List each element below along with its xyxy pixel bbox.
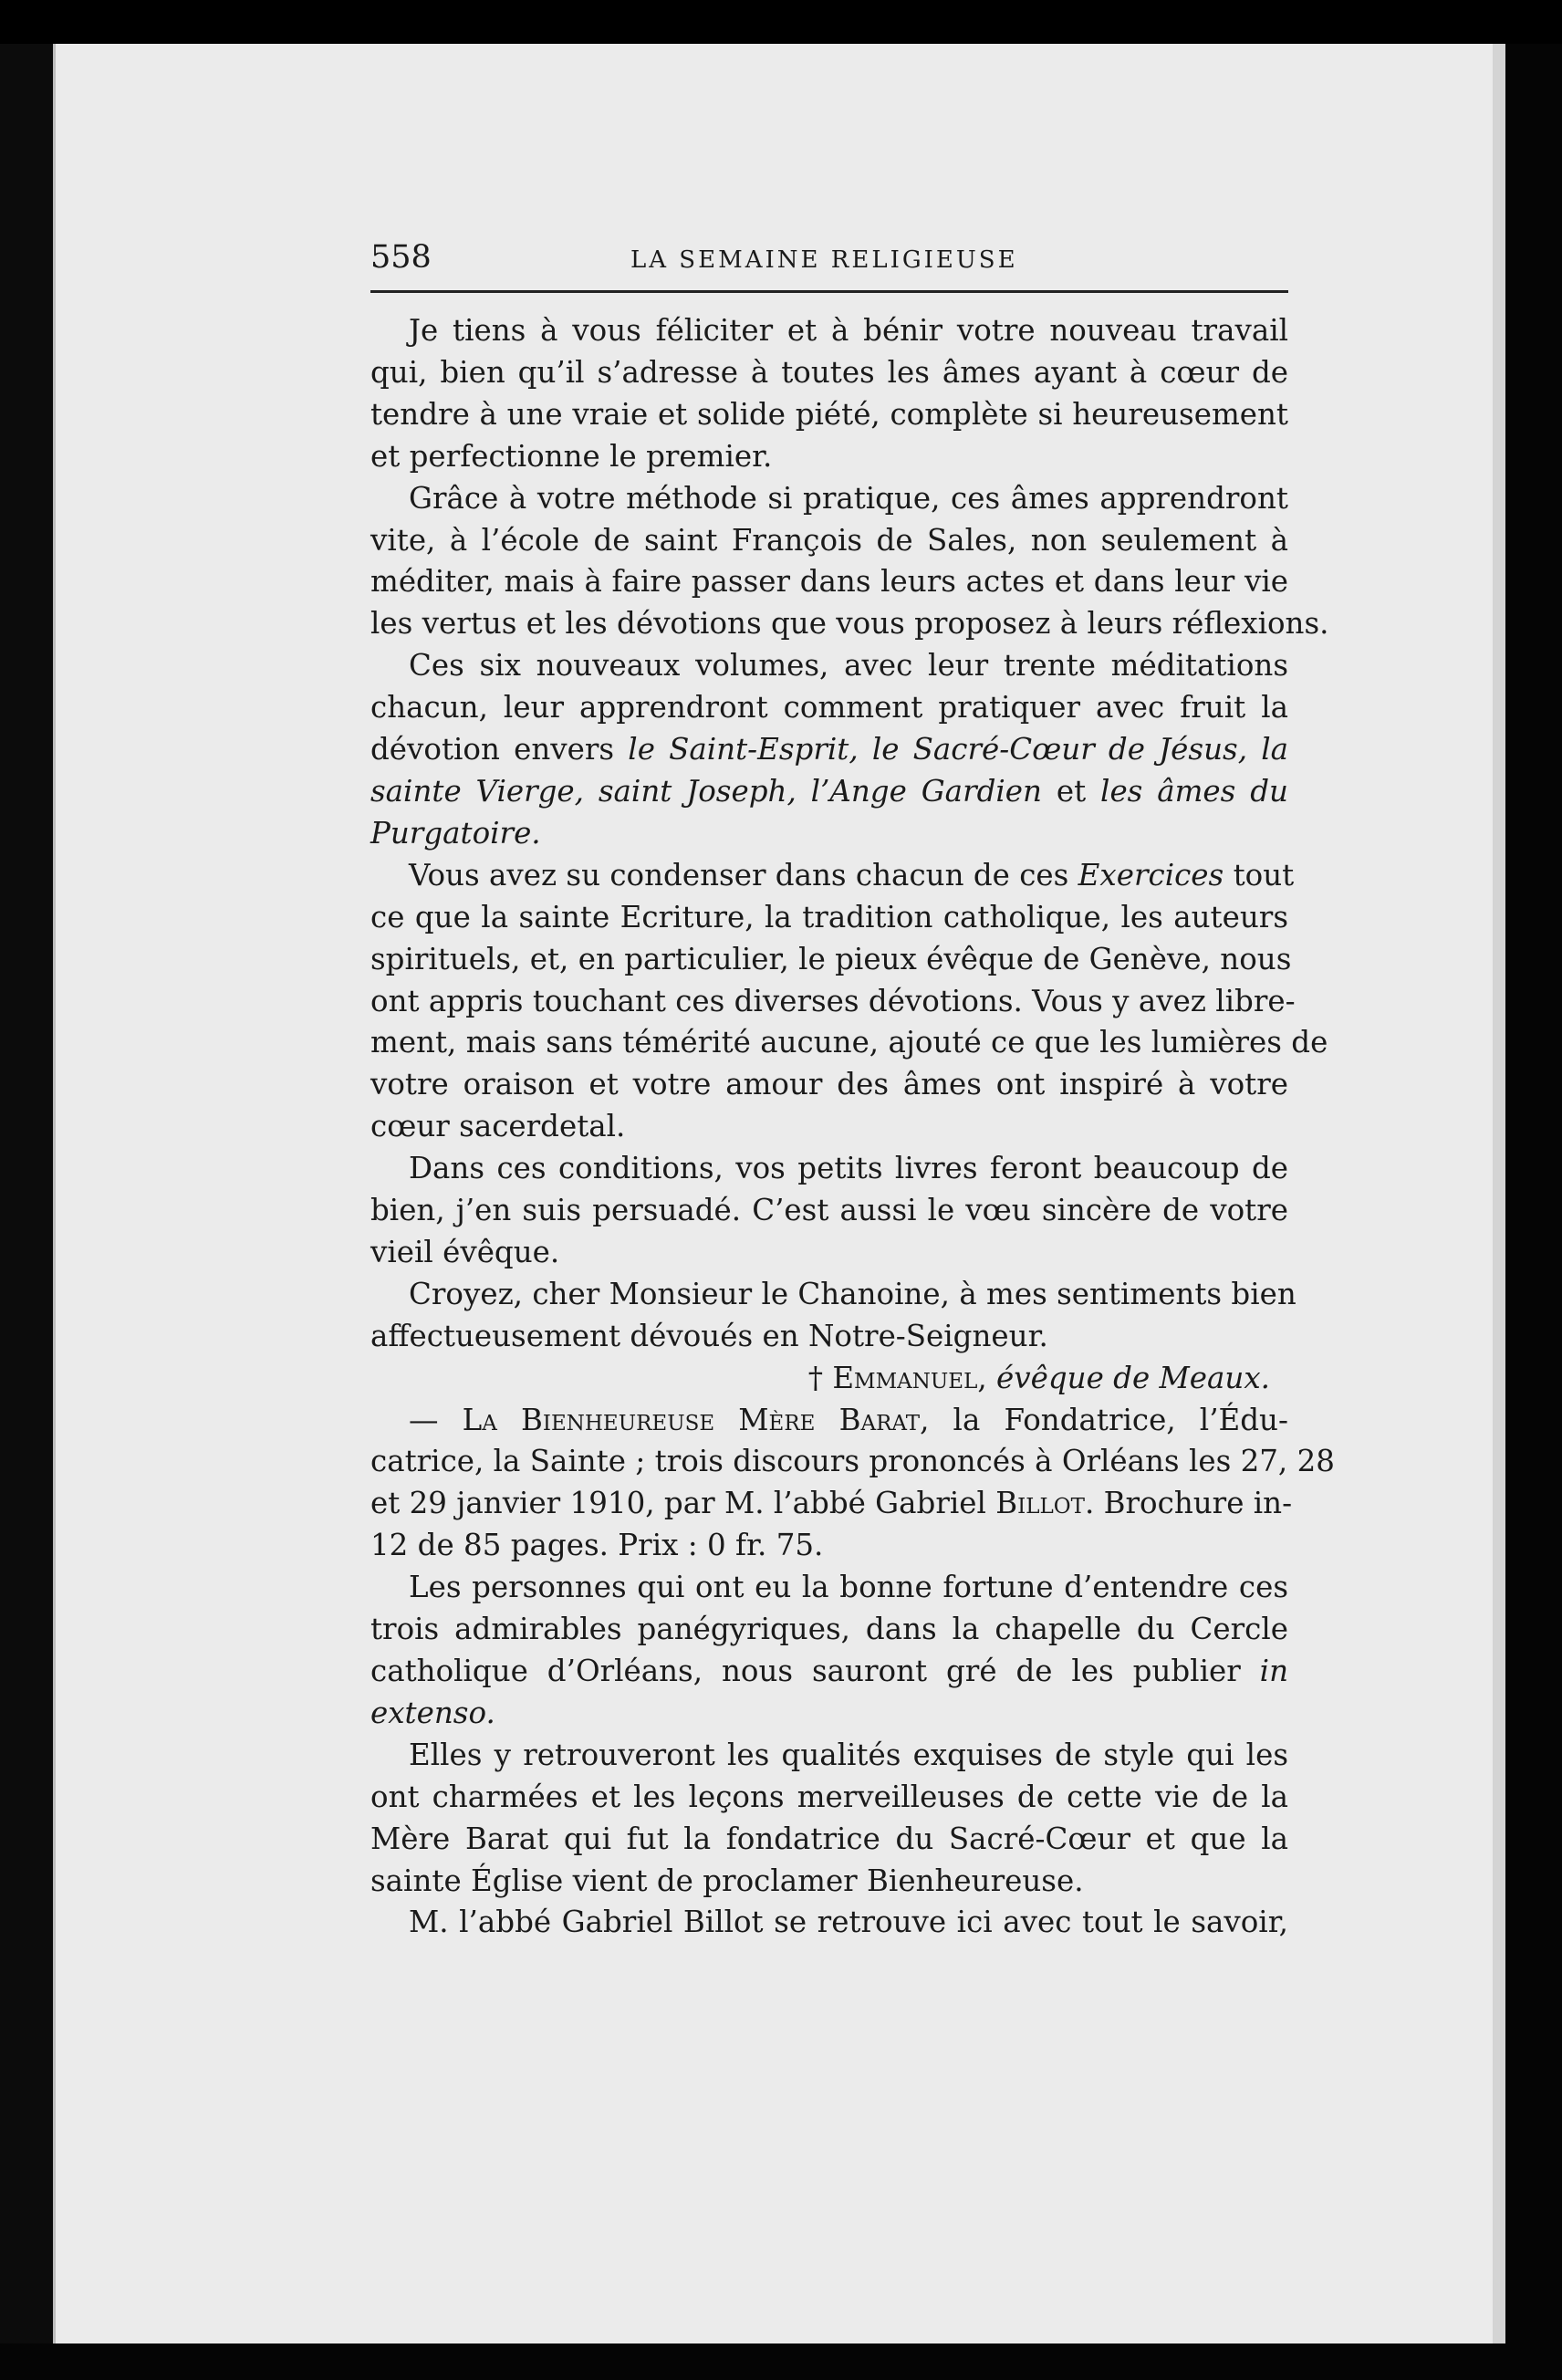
paragraph [370,478,1329,646]
author-name: Billot. [995,1486,1095,1521]
text-line: Je tiens à vous féliciter et à bénir votre nouveau travail [409,313,1288,348]
text-line: bien, j’en suis persuadé. C’est aussi le vœu sincère de votre [370,1193,1288,1228]
page-edge [1493,44,1505,2380]
text-run: tout [1233,857,1295,892]
text-line: votre oraison et votre amour des âmes ont inspiré à votre [370,1067,1288,1102]
text-line: Ces six nouveaux volumes, avec leur trente méditations [409,648,1288,684]
text-line [370,855,1295,897]
scan-border-bottom [0,2343,1562,2380]
text-line [370,813,1288,855]
paragraph [370,1148,1288,1274]
text-line: Mère Barat qui fut la fondatrice du Sacré-Cœur et que la [370,1821,1288,1856]
text-line [370,1400,1288,1442]
italic-run: les âmes du [1100,773,1288,809]
text-line: 12 de 85 pages. Prix : 0 fr. 75. [370,1528,824,1563]
text-line: tendre à une vraie et solide piété, complète si heureusement [370,396,1288,432]
text-line: les vertus et les dévotions que vous proposez à leurs réflexions. [370,606,1329,642]
signature-name: † Emmanuel, [807,1360,987,1395]
italic-run: Exercices [1078,857,1224,892]
italic-run: extenso. [370,1695,495,1730]
text-line: chacun, leur apprendront comment pratiquer avec fruit la [370,690,1288,725]
signature-title: évêque de Meaux. [996,1360,1270,1395]
text-run: catholique d’Orléans, nous sauront gré de les publier [370,1654,1241,1688]
text-run: et 29 janvier 1910, par M. l’abbé Gabriel [370,1486,986,1521]
text-line [370,729,1288,771]
text-run: dévotion envers [370,732,615,767]
text-line: ment, mais sans témérité aucune, ajouté ce que les lumières de [370,1025,1328,1060]
text-run: Vous avez su condenser dans chacun de ces [409,857,1069,892]
page-number: 558 [370,239,432,276]
paragraph [370,1902,1288,1944]
text-line: cœur sacerdetal. [370,1109,626,1144]
text-line: Grâce à votre méthode si pratique, ces âmes apprendront [409,480,1288,516]
text-line: vieil évêque. [370,1234,560,1269]
signature-line [370,1358,1288,1400]
text-line [370,1693,1288,1735]
text-line: méditer, mais à faire passer dans leurs actes et dans leur vie [370,564,1288,600]
book-title: — La Bienheureuse Mère Barat, [409,1402,930,1437]
text-line: Les personnes qui ont eu la bonne fortune d’entendre ces [409,1570,1288,1605]
text-line: qui, bien qu’il s’adresse à toutes les âmes ayant à cœur de [370,354,1288,390]
text-line: sainte Église vient de proclamer Bienheureuse. [370,1863,1084,1898]
header-rule [370,290,1288,293]
text-line: catrice, la Sainte ; trois discours prononcés à Orléans les 27, 28 [370,1444,1335,1479]
text-run: la Fondatrice, l’Édu- [953,1402,1288,1437]
paragraph [370,645,1288,855]
running-title: LA SEMAINE RELIGIEUSE [630,246,1018,274]
text-line: vite, à l’école de saint François de Sales, non seulement à [370,522,1288,558]
text-line: ont charmées et les leçons merveilleuses de cette vie de la [370,1779,1288,1814]
text-line: affectueusement dévoués en Notre-Seigneur. [370,1318,1048,1353]
scan-border-top [0,0,1562,44]
text-line: Croyez, cher Monsieur le Chanoine, à mes sentiments bien [409,1276,1296,1311]
text-run: et [1056,773,1087,809]
scan-border-right [1505,44,1562,2380]
text-line: et perfectionne le premier. [370,438,773,474]
text-line: trois admirables panégyriques, dans la chapelle du Cercle [370,1612,1288,1647]
paragraph [370,310,1288,478]
paragraph [370,1567,1288,1735]
text-line: ont appris touchant ces diverses dévotions. Vous y avez libre- [370,983,1296,1018]
text-line [370,1483,1293,1525]
text-run: Brochure in- [1103,1486,1293,1521]
paragraph [370,1400,1335,1568]
text-line: ce que la sainte Ecriture, la tradition catholique, les auteurs [370,899,1288,934]
italic-run: Purgatoire. [370,815,541,851]
text-line [370,1651,1288,1693]
text-line: Dans ces conditions, vos petits livres feront beaucoup de [409,1151,1288,1186]
text-line: Elles y retrouveront les qualités exquises de style qui les [409,1737,1288,1772]
running-head [370,239,1288,279]
text-line: M. l’abbé Gabriel Billot se retrouve ici avec tout le savoir, [409,1905,1288,1940]
italic-run: le Saint-Esprit, le Sacré-Cœur de Jésus, la [628,732,1288,767]
paragraph [370,1735,1288,1903]
italic-run: sainte Vierge, saint Joseph, l’Ange Gardien [370,773,1042,809]
body-text [370,310,1335,1944]
italic-run: in [1259,1654,1288,1688]
text-line: spirituels, et, en particulier, le pieux évêque de Genève, nous [370,941,1292,976]
paragraph [370,1274,1296,1358]
paragraph [370,855,1328,1148]
signature [370,1358,1288,1400]
text-line [370,771,1288,813]
